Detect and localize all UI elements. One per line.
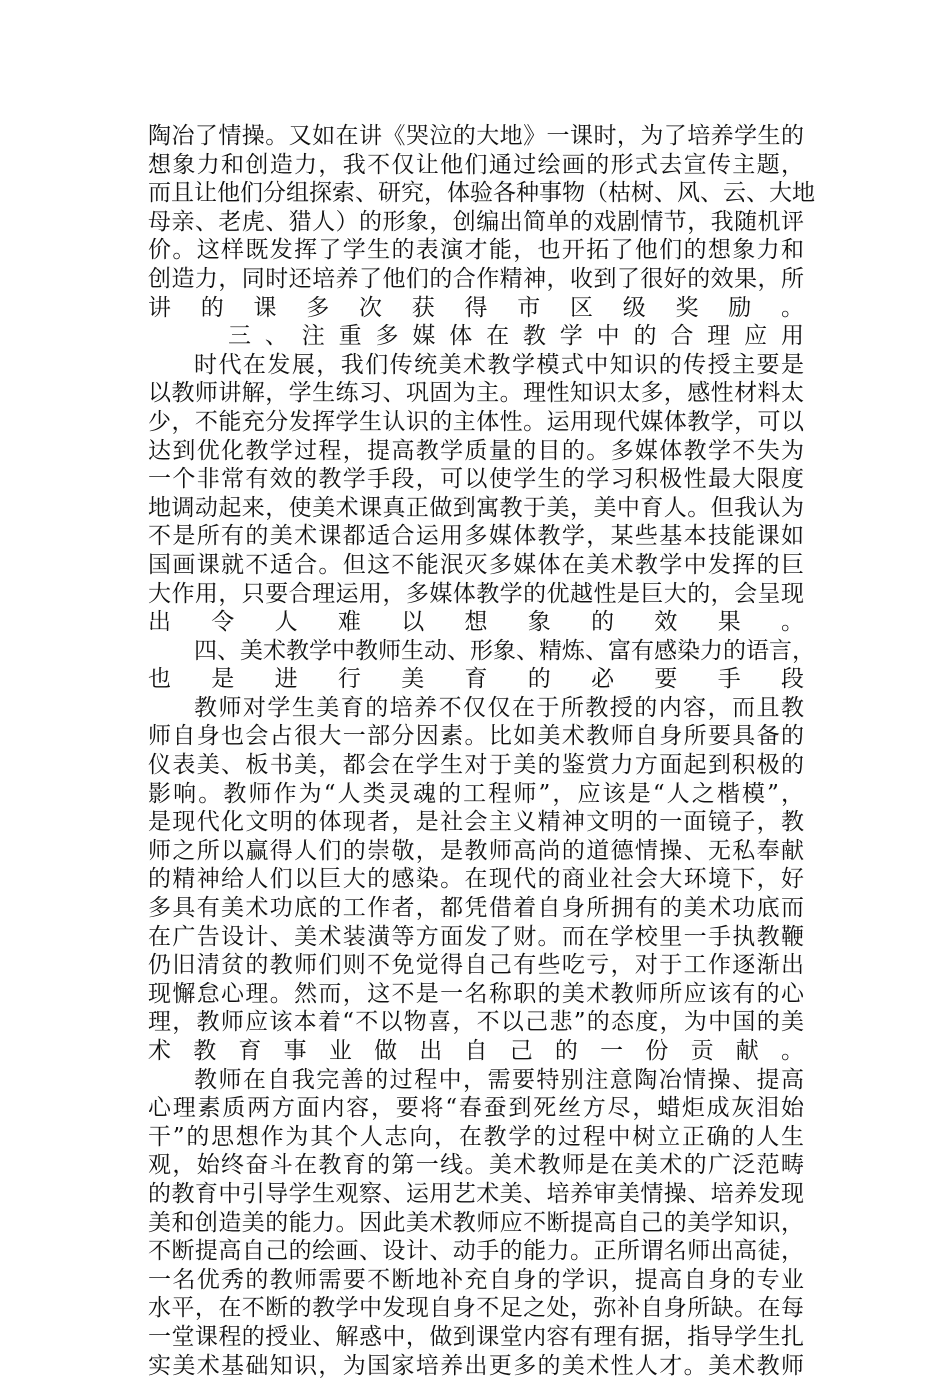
- text-line: 教师在自我完善的过程中，需要特别注意陶冶情操、提高: [194, 1066, 804, 1093]
- text-line: 的精神给人们以巨大的感染。在现代的商业社会大环境下，好: [148, 866, 804, 893]
- text-line: 四、美术教学中教师生动、形象、精炼、富有感染力的语言，: [194, 637, 815, 664]
- text-line: 不断提高自己的绘画、设计、动手的能力。正所谓名师出高徒，: [148, 1238, 804, 1265]
- text-line: 师之所以赢得人们的崇敬，是教师高尚的道德情操、无私奉献: [148, 837, 804, 864]
- text-line: 也是进行美育的必要手段: [148, 666, 804, 693]
- text-line: 想象力和创造力，我不仅让他们通过绘画的形式去宣传主题，: [148, 151, 804, 178]
- text-line: 美和创造美的能力。因此美术教师应不断提高自己的美学知识，: [148, 1209, 804, 1236]
- text-line: 仍旧清贫的教师们则不免觉得自己有些吃亏，对于工作逐渐出: [148, 952, 804, 979]
- text-line: 师自身也会占很大一部分因素。比如美术教师自身所要具备的: [148, 723, 804, 750]
- text-line: 水平，在不断的教学中发现自身不足之处，弥补自身所缺。在每: [148, 1295, 804, 1322]
- text-line: 仪表美、板书美，都会在学生对于美的鉴赏力方面起到积极的: [148, 752, 804, 779]
- text-line: 而且让他们分组探索、研究，体验各种事物（枯树、风、云、大地: [148, 180, 815, 207]
- text-line: 心理素质两方面内容，要将“春蚕到死丝方尽，蜡炬成灰泪始: [148, 1095, 804, 1122]
- text-line: 创造力，同时还培养了他们的合作精神，收到了很好的效果，所: [148, 265, 804, 292]
- document-page: [148, 122, 815, 1380]
- text-line: 达到优化教学过程，提高教学质量的目的。多媒体教学不失为: [148, 437, 804, 464]
- text-line: 干”的思想作为其个人志向，在教学的过程中树立正确的人生: [148, 1123, 804, 1150]
- text-line: 一名优秀的教师需要不断地补充自身的学识，提高自身的专业: [148, 1266, 804, 1293]
- text-line: 现懈怠心理。然而，这不是一名称职的美术教师所应该有的心: [148, 980, 804, 1007]
- text-line: 观，始终奋斗在教育的第一线。美术教师是在美术的广泛范畴: [148, 1152, 804, 1179]
- text-line: 术教育事业做出自己的一份贡献。: [148, 1038, 804, 1064]
- text-line: 以教师讲解，学生练习、巩固为主。理性知识太多，感性材料太: [148, 380, 804, 407]
- text-line: 陶冶了情操。又如在讲《哭泣的大地》一课时，为了培养学生的: [148, 123, 804, 149]
- text-line: 不是所有的美术课都适合运用多媒体教学，某些基本技能课如: [148, 523, 804, 550]
- text-line: 一个非常有效的教学手段，可以使学生的学习积极性最大限度: [148, 466, 804, 493]
- text-line: 教师对学生美育的培养不仅仅在于所教授的内容，而且教: [194, 694, 804, 721]
- text-line: 价。这样既发挥了学生的表演才能，也开拓了他们的想象力和: [148, 237, 804, 264]
- text-line: 多具有美术功底的工作者，都凭借着自身所拥有的美术功底而: [148, 895, 804, 922]
- text-line: 一堂课程的授业、解惑中，做到课堂内容有理有据，指导学生扎: [148, 1323, 804, 1350]
- text-line: 母亲、老虎、猎人）的形象，创编出简单的戏剧情节，我随机评: [148, 208, 804, 235]
- text-line: 是现代化文明的体现者，是社会主义精神文明的一面镜子，教: [148, 809, 804, 836]
- section-heading: 三、注重多媒体在教学中的合理应用: [228, 323, 804, 350]
- text-line: 时代在发展，我们传统美术教学模式中知识的传授主要是: [194, 351, 804, 378]
- text-line: 影响。教师作为“人类灵魂的工程师”，应该是“人之楷模”，: [148, 780, 804, 807]
- text-line: 地调动起来，使美术课真正做到寓教于美，美中育人。但我认为: [148, 494, 804, 521]
- text-line: 少，不能充分发挥学生认识的主体性。运用现代媒体教学，可以: [148, 408, 804, 435]
- text-line: 的教育中引导学生观察、运用艺术美、培养审美情操、培养发现: [148, 1180, 804, 1207]
- text-line: 出令人难以想象的效果。: [148, 609, 804, 636]
- text-line: 讲的课多次获得市区级奖励。: [148, 294, 804, 321]
- text-line: 理，教师应该本着“不以物喜，不以己悲”的态度，为中国的美: [148, 1009, 804, 1036]
- text-line: 在广告设计、美术装潢等方面发了财。而在学校里一手执教鞭: [148, 923, 804, 950]
- text-line: 国画课就不适合。但这不能泯灭多媒体在美术教学中发挥的巨: [148, 551, 804, 578]
- text-line: 实美术基础知识，为国家培养出更多的美术性人才。美术教师: [148, 1352, 804, 1379]
- text-line: 大作用，只要合理运用，多媒体教学的优越性是巨大的，会呈现: [148, 580, 804, 607]
